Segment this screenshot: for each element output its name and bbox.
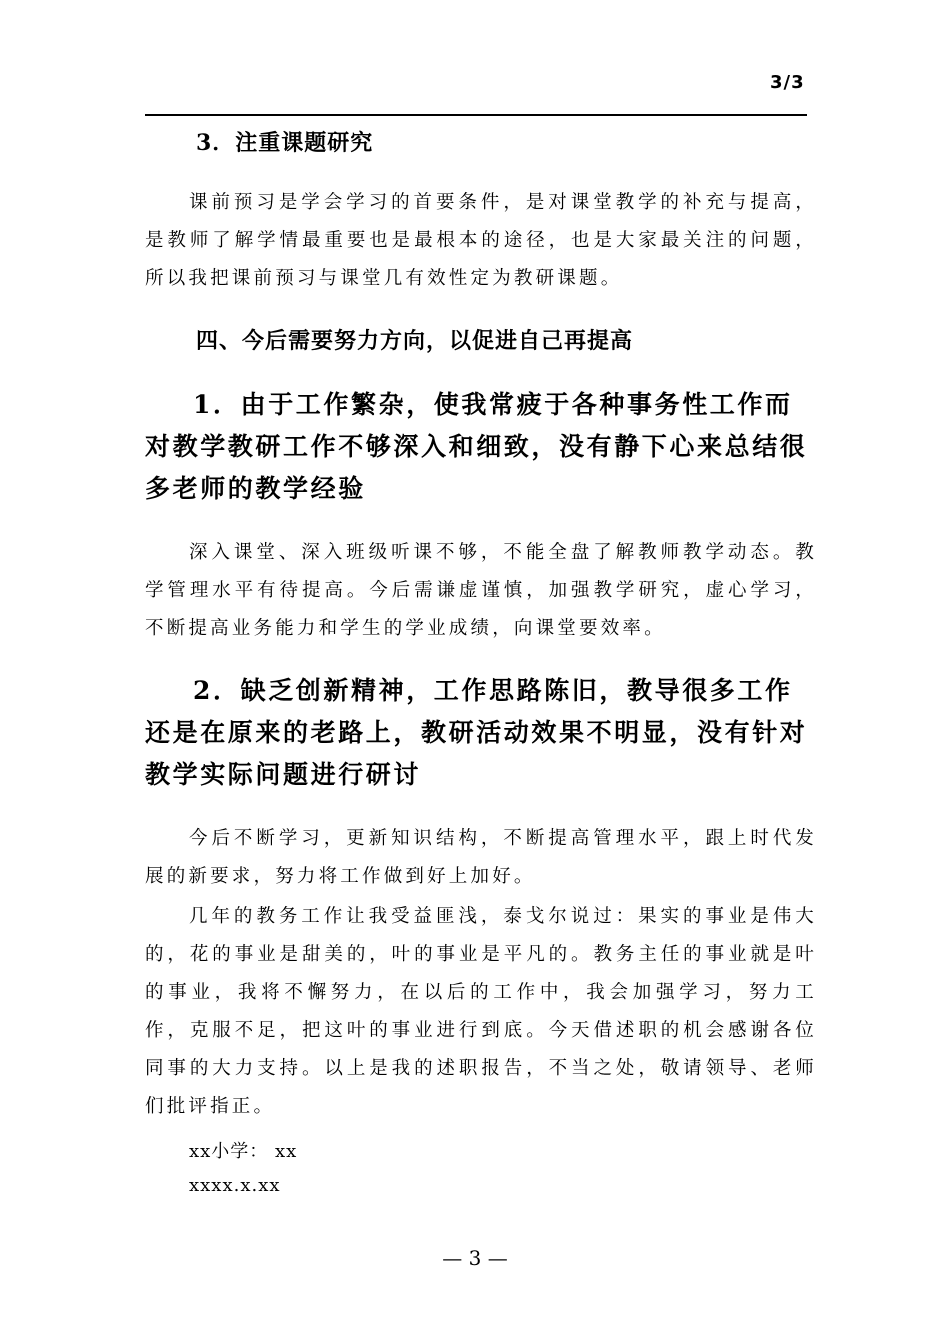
item1-heading: 1．由于工作繁杂，使我常疲于各种事务性工作而对教学教研工作不够深入和细致，没有静下心来总结很多老师的教学经验 bbox=[145, 390, 808, 503]
signature-date: xxxx.x.xx bbox=[189, 1175, 281, 1196]
header-divider bbox=[145, 114, 807, 116]
section3-paragraph: 课前预习是学会学习的首要条件，是对课堂教学的补充与提高，是教师了解学情最重要也是最根本的途径，也是大家最关注的问题，所以我把课前预习与课堂几有效性定为教研课题。 bbox=[145, 192, 817, 289]
item2-paragraph-2: 几年的教务工作让我受益匪浅，泰戈尔说过：果实的事业是伟大的，花的事业是甜美的，叶的事业是平凡的。教务主任的事业就是叶的事业，我将不懈努力，在以后的工作中，我会加强学习，努力工作，克服不足，把这叶的事业进行到底。今天借述职的机会感谢各位同事的大力支持。以上是我的述职报告，不当之处，敬请领导、老师们批评指正。 bbox=[145, 906, 817, 1117]
section4-heading: 四、今后需要努力方向，以促进自己再提高 bbox=[196, 328, 634, 354]
item2-heading: 2．缺乏创新精神，工作思路陈旧，教导很多工作还是在原来的老路上，教研活动效果不明显，没有针对教学实际问题进行研讨 bbox=[145, 676, 808, 789]
page-indicator: 3/3 bbox=[770, 72, 805, 93]
footer-page-number: — 3 — bbox=[442, 1246, 508, 1270]
item2-paragraph-1: 今后不断学习，更新知识结构，不断提高管理水平，跟上时代发展的新要求，努力将工作做到好上加好。 bbox=[145, 828, 817, 887]
signature-school: xx小学： xx bbox=[189, 1141, 298, 1162]
item1-paragraph: 深入课堂、深入班级听课不够，不能全盘了解教师教学动态。教学管理水平有待提高。今后需谦虚谨慎，加强教学研究，虚心学习，不断提高业务能力和学生的学业成绩，向课堂要效率。 bbox=[145, 542, 817, 639]
section3-heading: 3．注重课题研究 bbox=[196, 130, 374, 156]
